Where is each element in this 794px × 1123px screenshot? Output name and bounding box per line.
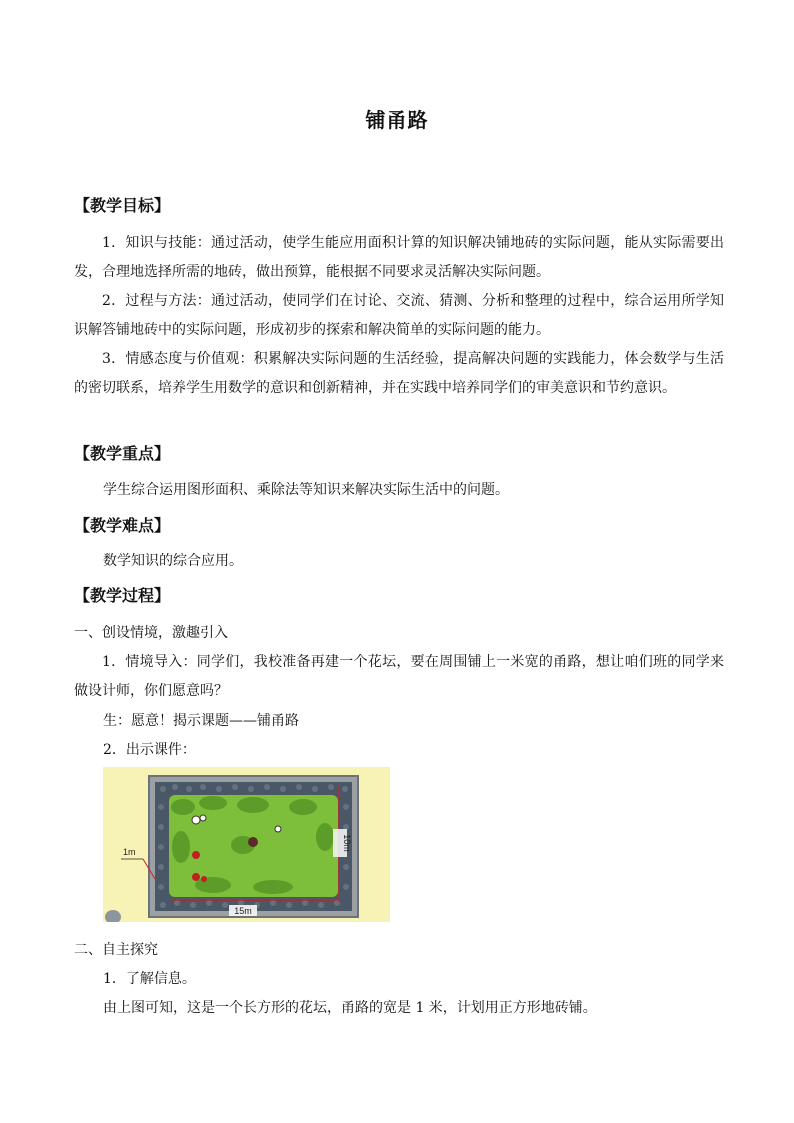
path-width-label: 1m: [123, 847, 136, 857]
heading-key-point: 【教学重点】: [74, 444, 171, 463]
part1-item-1: 1．情境导入：同学们，我校准备再建一个花坛，要在周围铺上一米宽的甬路，想让咱们班的同学来做设计师，你们愿意吗？: [74, 654, 724, 699]
height-label: 10m: [342, 834, 352, 852]
flowerbed-figure: [103, 767, 390, 922]
part2-title: 二、自主探究: [74, 942, 158, 958]
key-point-text: 学生综合运用图形面积、乘除法等知识来解决实际生活中的问题。: [103, 482, 509, 498]
goal-item-3: 3．情感态度与价值观：积累解决实际问题的生活经验，提高解决问题的实践能力，体会数学与生活的密切联系，培养学生用数学的意识和创新精神，并在实践中培养同学们的审美意识和节约意识。: [74, 351, 724, 396]
difficulty-text: 数学知识的综合应用。: [103, 553, 243, 569]
part2-text: 由上图可知，这是一个长方形的花坛，甬路的宽是 1 米，计划用正方形地砖铺。: [103, 1000, 597, 1016]
heading-difficulty: 【教学难点】: [74, 516, 171, 535]
goal-item-2: 2．过程与方法：通过活动，使同学们在讨论、交流、猜测、分析和整理的过程中，综合运用所学知识解答铺地砖中的实际问题，形成初步的探索和解决简单的实际问题的能力。: [74, 293, 724, 338]
part1-reply: 生：愿意！揭示课题——铺甬路: [103, 713, 299, 729]
goal-item-1: 1．知识与技能：通过活动，使学生能应用面积计算的知识解决铺地砖的实际问题，能从实际需要出发，合理地选择所需的地砖，做出预算，能根据不同要求灵活解决实际问题。: [74, 235, 724, 280]
width-label: 15m: [234, 906, 252, 916]
part1-item-2: 2．出示课件：: [103, 742, 196, 758]
document-title: 铺甬路: [365, 108, 429, 132]
part1-title: 一、创设情境，激趣引入: [74, 625, 228, 641]
heading-process: 【教学过程】: [74, 586, 171, 605]
part2-item-1: 1．了解信息。: [103, 971, 196, 987]
heading-goals: 【教学目标】: [74, 196, 171, 215]
